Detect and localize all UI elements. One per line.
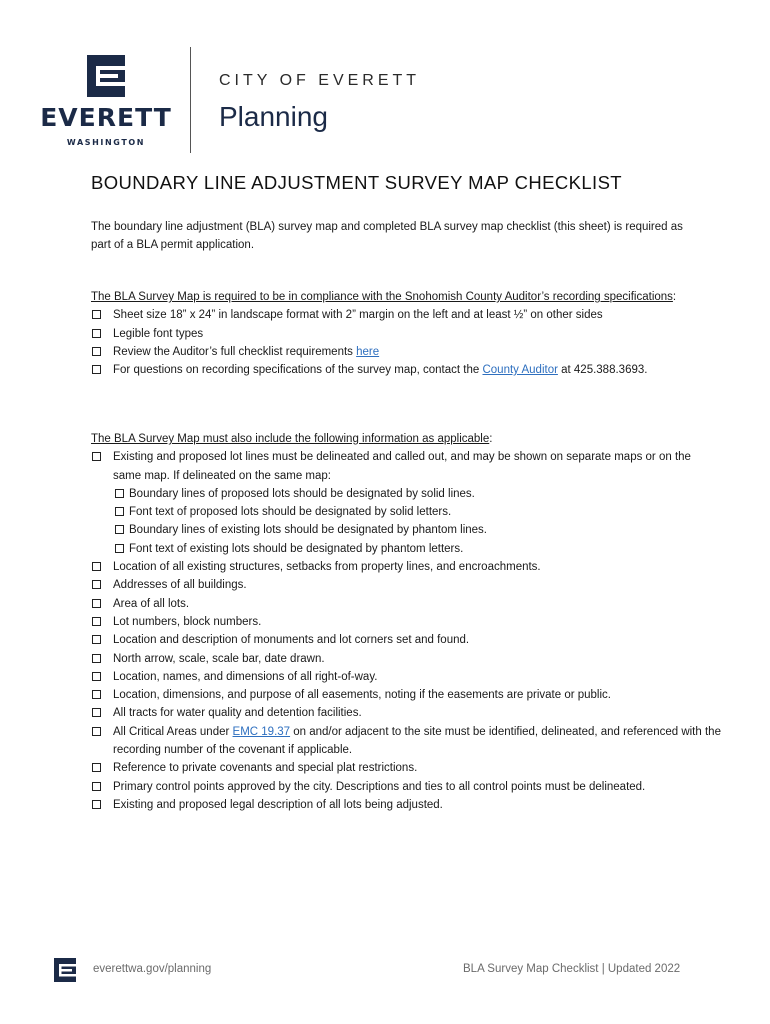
checkbox[interactable]	[92, 617, 101, 626]
checklist-item: Review the Auditor’s full checklist requirements here	[91, 343, 721, 361]
checkbox[interactable]	[92, 690, 101, 699]
checklist-item: Lot numbers, block numbers.	[91, 613, 721, 631]
checkbox[interactable]	[92, 763, 101, 772]
checklist-item: Reference to private covenants and special plat restrictions.	[91, 759, 721, 777]
checkbox[interactable]	[92, 580, 101, 589]
checklist-item: Addresses of all buildings.	[91, 576, 721, 594]
auditor-requirements-section	[91, 288, 721, 379]
checkbox[interactable]	[92, 672, 101, 681]
checklist-item: Location and description of monuments and lot corners set and found.	[91, 631, 721, 649]
section-heading: The BLA Survey Map is required to be in compliance with the Snohomish County Auditor’s recording specifications:	[91, 291, 677, 303]
checkbox[interactable]	[92, 654, 101, 663]
checklist-item: All Critical Areas under EMC 19.37 on and/or adjacent to the site must be identified, delineated, and referenced with the recording number of the covenant if applicable.	[91, 723, 721, 760]
logo-subtext: WASHINGTON	[66, 138, 146, 147]
emc-link[interactable]: EMC 19.37	[232, 725, 291, 738]
page-title: BOUNDARY LINE ADJUSTMENT SURVEY MAP CHECKLIST	[91, 172, 623, 193]
checklist-item: Location, dimensions, and purpose of all easements, noting if the easements are private or public.	[91, 686, 721, 704]
checklist-item: Existing and proposed legal description of all lots being adjusted.	[91, 796, 721, 814]
header-divider	[190, 47, 191, 153]
checklist	[91, 448, 721, 814]
sub-checklist-item: Font text of proposed lots should be designated by solid letters.	[91, 503, 721, 521]
checkbox[interactable]	[92, 727, 101, 736]
checklist-item: Legible font types	[91, 325, 721, 343]
checklist-item: Location, names, and dimensions of all right-of-way.	[91, 668, 721, 686]
sub-checklist	[91, 485, 721, 558]
checkbox[interactable]	[115, 507, 124, 516]
county-auditor-link[interactable]: County Auditor	[482, 364, 558, 377]
sub-checklist-item: Boundary lines of existing lots should be designated by phantom lines.	[91, 521, 721, 539]
footer-doc-info: BLA Survey Map Checklist | Updated 2022	[463, 963, 681, 975]
sub-checklist-item: Font text of existing lots should be designated by phantom letters.	[91, 540, 721, 558]
checkbox[interactable]	[92, 365, 101, 374]
checkbox[interactable]	[115, 544, 124, 553]
footer-logo-icon	[54, 958, 76, 982]
header-department: Planning	[219, 101, 328, 132]
checkbox[interactable]	[92, 708, 101, 717]
checkbox[interactable]	[92, 347, 101, 356]
checklist-item: Location of all existing structures, setbacks from property lines, and encroachments.	[91, 558, 721, 576]
section-heading: The BLA Survey Map must also include the following information as applicable:	[91, 433, 493, 445]
checkbox[interactable]	[92, 800, 101, 809]
checkbox[interactable]	[92, 782, 101, 791]
checklist-item: Sheet size 18” x 24” in landscape format with 2” margin on the left and at least ½” on other sides	[91, 306, 721, 324]
logo-wordmark: EVERETT	[40, 103, 172, 132]
intro-paragraph: The boundary line adjustment (BLA) survey map and completed BLA survey map checklist (this sheet) is required as part of a BLA permit application.	[91, 221, 683, 251]
sub-checklist-item: Boundary lines of proposed lots should be designated by solid lines.	[91, 485, 721, 503]
checkbox[interactable]	[92, 635, 101, 644]
checklist-item: For questions on recording specifications of the survey map, contact the County Auditor at 425.388.3693.	[91, 361, 721, 379]
checkbox[interactable]	[92, 329, 101, 338]
checklist-item: North arrow, scale, scale bar, date drawn.	[91, 650, 721, 668]
checkbox[interactable]	[92, 452, 101, 461]
footer-url: everettwa.gov/planning	[93, 963, 212, 975]
checkbox[interactable]	[92, 562, 101, 571]
checklist-item: All tracts for water quality and detention facilities.	[91, 704, 721, 722]
header-city: CITY OF EVERETT	[219, 72, 421, 89]
checklist-item: Area of all lots.	[91, 595, 721, 613]
checkbox[interactable]	[92, 599, 101, 608]
checkbox[interactable]	[92, 310, 101, 319]
auditor-checklist-link[interactable]: here	[356, 345, 380, 358]
checklist-item: Primary control points approved by the city. Descriptions and ties to all control points must be delineated.	[91, 778, 721, 796]
checkbox[interactable]	[115, 525, 124, 534]
map-contents-section	[91, 430, 721, 814]
checklist-item: Existing and proposed lot lines must be delineated and called out, and may be shown on separate maps or on the same map. If delineated on the same map: Boundary lines of proposed lots should be designated by solid lines. Font text of proposed lots should be designated by solid letters. Boundary lines of existing lots should be designated by phantom lines. Font text of existing lots should be designated by phantom letters.	[91, 448, 721, 558]
checklist	[91, 306, 721, 379]
checkbox[interactable]	[115, 489, 124, 498]
everett-logo-icon	[87, 55, 125, 97]
